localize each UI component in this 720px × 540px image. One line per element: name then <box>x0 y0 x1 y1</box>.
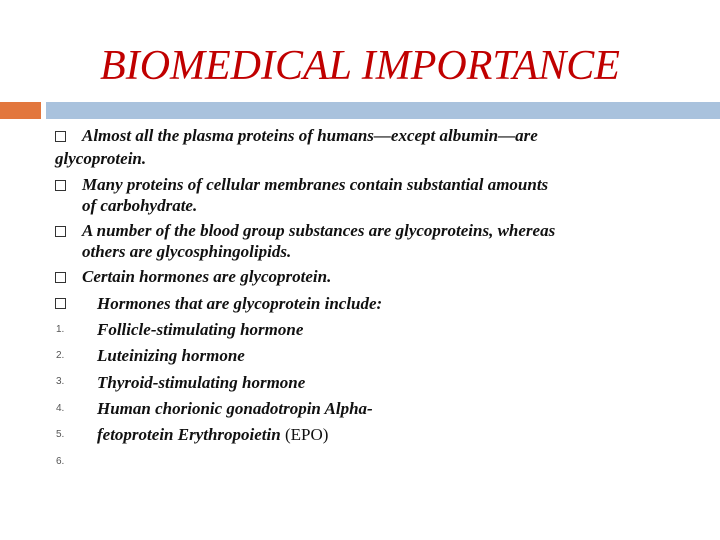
bullet-text: Hormones that are glycoprotein include: <box>97 294 383 313</box>
list-item: Luteinizing hormone <box>97 346 245 365</box>
list-number: 2. <box>56 350 65 361</box>
list-item <box>97 425 328 445</box>
bullet-text-continued: glycoprotein. <box>55 149 147 168</box>
bullet-text-continued: others are glycosphingolipids. <box>82 242 292 261</box>
square-bullet-icon <box>55 131 66 142</box>
square-bullet-icon <box>55 272 66 283</box>
bullet-text: Almost all the plasma proteins of humans—except albumin—are <box>82 126 538 145</box>
bullet-text: Certain hormones are glycoprotein. <box>82 267 332 286</box>
list-number: 6. <box>56 456 65 467</box>
square-bullet-icon <box>55 180 66 191</box>
bullet-text-continued: of carbohydrate. <box>82 196 198 215</box>
list-number: 4. <box>56 403 65 414</box>
list-item-text: fetoprotein Erythropoietin <box>97 425 281 444</box>
square-bullet-icon <box>55 226 66 237</box>
list-item: Human chorionic gonadotropin Alpha- <box>97 399 373 418</box>
list-number: 3. <box>56 376 65 387</box>
list-item-suffix: (EPO) <box>284 425 329 444</box>
list-number: 1. <box>56 324 65 335</box>
list-item: Follicle-stimulating hormone <box>97 320 304 339</box>
list-item: Thyroid-stimulating hormone <box>97 373 306 392</box>
bullet-text: Many proteins of cellular membranes contain substantial amounts <box>82 175 549 194</box>
bullet-text: A number of the blood group substances are glycoproteins, whereas <box>82 221 556 240</box>
list-number: 5. <box>56 429 65 440</box>
slide-title: BIOMEDICAL IMPORTANCE <box>100 43 620 89</box>
square-bullet-icon <box>55 298 66 309</box>
